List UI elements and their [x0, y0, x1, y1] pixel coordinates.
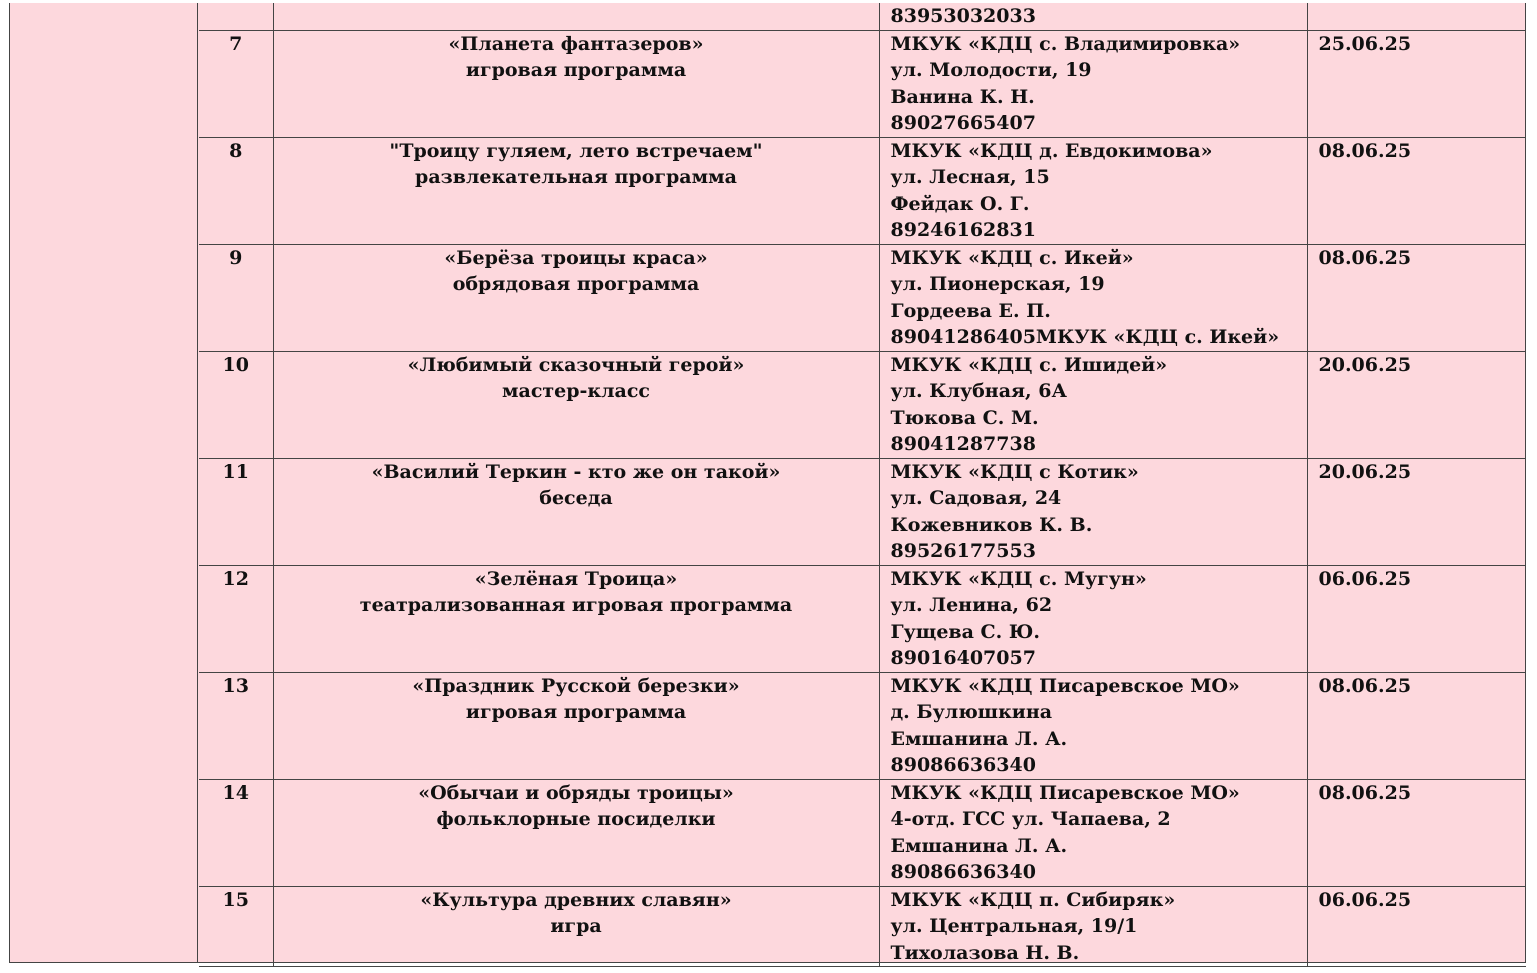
event-title: [273, 886, 879, 967]
event-location: [879, 458, 1307, 565]
event-location-line: МКУК «КДЦ с. Владимировка»: [890, 32, 1241, 55]
event-location-line: ул. Садовая, 24: [890, 487, 1062, 509]
event-title-line: фольклорные посиделки: [436, 808, 716, 830]
table-row: [199, 3, 1526, 30]
table-row: [199, 30, 1526, 137]
event-location-line: 83953032033: [890, 5, 1036, 27]
event-location-line: МКУК «КДЦ д. Евдокимова»: [890, 139, 1213, 162]
event-location-line: ул. Молодости, 19: [890, 59, 1092, 81]
event-title-line: "Троицу гуляем, лето встречаем": [389, 139, 763, 162]
event-date: 08.06.25: [1307, 137, 1526, 244]
event-date: 08.06.25: [1307, 672, 1526, 779]
event-title-line: беседа: [539, 487, 613, 509]
event-title-line: «Праздник Русской березки»: [412, 674, 740, 697]
row-number: 13: [199, 672, 273, 779]
event-title-line: игра: [550, 915, 602, 937]
table-row: [199, 779, 1526, 886]
event-location: [879, 137, 1307, 244]
event-location-line: МКУК «КДЦ п. Сибиряк»: [890, 888, 1176, 911]
row-number: [199, 3, 273, 30]
event-location-line: ул. Ленина, 62: [890, 594, 1053, 616]
event-location-line: ул. Клубная, 6А: [890, 380, 1067, 402]
event-location-line: 4-отд. ГСС ул. Чапаева, 2: [890, 808, 1171, 830]
event-title-line: «Культура древних славян»: [420, 888, 732, 911]
event-date: 08.06.25: [1307, 244, 1526, 351]
table-row: [199, 458, 1526, 565]
event-title-line: «Любимый сказочный герой»: [407, 353, 745, 376]
event-location-line: Гордеева Е. П.: [890, 299, 1051, 322]
event-location-line: Тюкова С. М.: [890, 406, 1039, 429]
table-row: [199, 244, 1526, 351]
event-location-line: 89041286405МКУК «КДЦ с. Икей»: [890, 326, 1280, 348]
event-date: 06.06.25: [1307, 565, 1526, 672]
event-title: [273, 137, 879, 244]
row-number: 14: [199, 779, 273, 886]
table-row: [199, 351, 1526, 458]
row-number: 10: [199, 351, 273, 458]
row-number: 7: [199, 30, 273, 137]
event-location: [879, 351, 1307, 458]
row-number: 12: [199, 565, 273, 672]
event-location-line: ул. Центральная, 19/1: [890, 915, 1138, 937]
document-page: [9, 3, 1526, 963]
event-date: 20.06.25: [1307, 458, 1526, 565]
event-location-line: МКУК «КДЦ с. Мугун»: [890, 567, 1147, 590]
event-location: [879, 244, 1307, 351]
event-location-line: Фейдак О. Г.: [890, 192, 1030, 215]
event-location: [879, 886, 1307, 967]
row-number: 8: [199, 137, 273, 244]
event-title-line: «Берёза троицы краса»: [444, 246, 708, 269]
event-title-line: обрядовая программа: [452, 273, 700, 295]
row-number: 9: [199, 244, 273, 351]
event-location-line: Гущева С. Ю.: [890, 620, 1040, 643]
event-location-line: д. Булюшкина: [890, 701, 1053, 723]
event-location-line: Кожевников К. В.: [890, 513, 1093, 536]
event-location-line: 89027665407: [890, 112, 1036, 134]
event-title: [273, 3, 879, 30]
table-row: [199, 886, 1526, 967]
event-location-line: 89246162831: [890, 219, 1036, 241]
event-date: 08.06.25: [1307, 779, 1526, 886]
event-title-line: «Обычаи и обряды троицы»: [418, 781, 734, 804]
event-location-line: 89086636340: [890, 861, 1036, 883]
event-location-line: ул. Пионерская, 19: [890, 273, 1105, 295]
event-title: [273, 244, 879, 351]
event-location-line: Емшанина Л. А.: [890, 727, 1068, 750]
row-number: 11: [199, 458, 273, 565]
event-title: [273, 30, 879, 137]
event-location-line: ул. Лесная, 15: [890, 166, 1050, 188]
event-title: [273, 351, 879, 458]
row-number: 15: [199, 886, 273, 967]
event-date: [1307, 3, 1526, 30]
event-location-line: 89086636340: [890, 754, 1036, 776]
event-location: [879, 565, 1307, 672]
event-title-line: игровая программа: [465, 59, 687, 81]
event-location-line: МКУК «КДЦ с. Ишидей»: [890, 353, 1168, 376]
event-title: [273, 458, 879, 565]
event-title-line: «Планета фантазеров»: [448, 32, 704, 55]
events-table: [199, 3, 1526, 967]
event-title-line: мастер-класс: [502, 380, 650, 402]
event-location: [879, 3, 1307, 30]
event-title-line: «Василий Теркин - кто же он такой»: [371, 460, 781, 483]
table-row: [199, 565, 1526, 672]
table-row: [199, 137, 1526, 244]
event-location-line: 89016407057: [890, 647, 1036, 669]
event-location: [879, 779, 1307, 886]
event-title-line: «Зелёная Троица»: [474, 567, 678, 590]
event-location-line: МКУК «КДЦ с. Икей»: [890, 246, 1134, 269]
event-location: [879, 30, 1307, 137]
event-location-line: МКУК «КДЦ Писаревское МО»: [890, 781, 1240, 804]
event-location-line: 89041287738: [890, 433, 1036, 455]
event-date: 06.06.25: [1307, 886, 1526, 967]
event-location-line: МКУК «КДЦ с Котик»: [890, 460, 1139, 483]
event-location-line: Емшанина Л. А.: [890, 834, 1068, 857]
empty-left-column: [10, 3, 198, 962]
event-title: [273, 672, 879, 779]
event-location-line: МКУК «КДЦ Писаревское МО»: [890, 674, 1240, 697]
event-title-line: развлекательная программа: [415, 166, 737, 188]
event-date: 25.06.25: [1307, 30, 1526, 137]
event-date: 20.06.25: [1307, 351, 1526, 458]
event-title: [273, 565, 879, 672]
event-title: [273, 779, 879, 886]
event-title-line: театрализованная игровая программа: [359, 594, 793, 616]
event-location-line: Тихолазова Н. В.: [890, 941, 1080, 964]
event-location: [879, 672, 1307, 779]
event-title-line: игровая программа: [465, 701, 687, 723]
event-location-line: Ванина К. Н.: [890, 85, 1035, 108]
table-row: [199, 672, 1526, 779]
event-location-line: 89526177553: [890, 540, 1036, 562]
